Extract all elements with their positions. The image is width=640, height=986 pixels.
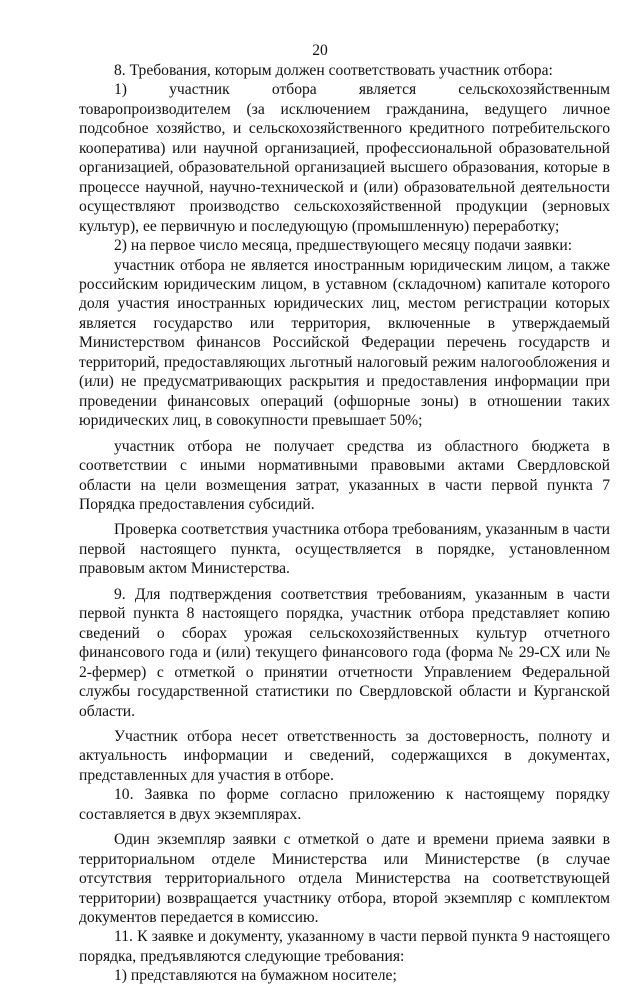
paragraph-8-heading: 8. Требования, которым должен соответствовать участник отбора: <box>114 62 553 79</box>
paragraph-8-item-2: 2) на первое число месяца, предшествующего месяцу подачи заявки: <box>114 237 573 255</box>
page-number: 20 <box>312 42 328 59</box>
paragraph-11: 11. К заявке и документу, указанному в части первой пункта 9 настоящего порядка, предъявляются следующие требования: <box>79 928 610 965</box>
paragraph-10: 10. Заявка по форме согласно приложению к настоящему порядку составляется в двух экземплярах. <box>79 786 610 823</box>
paragraph-9: 9. Для подтверждения соответствия требованиям, указанным в части первой пункта 8 настоящего порядка, участник отбора представляет копию сведений о сборах урожая сельскохозяйственных культур отчетного финансового года и (или) текущего финансового года (форма № 29-СХ или № 2-фермер) с отметкой о принятии отчетности Управлением Федеральной службы государственной статистики по Свердловской области и Курганской области. <box>79 585 610 720</box>
paragraph-11-item-1: 1) представляются на бумажном носителе; <box>114 967 397 985</box>
paragraph-regional-budget: участник отбора не получает средства из областного бюджета в соответствии с иными нормативными правовыми актами Свердловской области на цели возмещения затрат, указанных в части первой пункта 7 Порядка предоставления субсидий. <box>79 437 610 513</box>
paragraph-compliance-check: Проверка соответствия участника отбора требованиям, указанным в части первой настоящего пункта, осуществляется в порядке, установленном правовым актом Министерства. <box>79 521 610 578</box>
paragraph-responsibility: Участник отбора несет ответственность за достоверность, полноту и актуальность информации и сведений, содержащихся в документах, представленных для участия в отборе. <box>79 727 610 784</box>
document-body <box>79 61 610 986</box>
paragraph-8-item-1: 1) участник отбора является сельскохозяйственным товаропроизводителем (за исключением гражданина, ведущего личное подсобное хозяйство, и сельскохозяйственного кредитного потребительского кооператива) или научной организацией, профессиональной образовательной организацией, образовательной организацией высшего образования, которые в процессе научной, научно-технической и (или) образовательной деятельности осуществляют производство сельскохозяйственной продукции (зерновых культур), ее первичную и последующую (промышленную) переработку; <box>79 81 610 235</box>
paragraph-foreign-entity: участник отбора не является иностранным юридическим лицом, а также российским юридическим лицом, в уставном (складочном) капитале которого доля участия иностранных юридических лиц, местом регистрации которых является государство или территория, включенные в утверждаемый Министерством финансов Российской Федерации перечень государств и территорий, предоставляющих льготный налоговый режим налогообложения и (или) не предусматривающих раскрытия и предоставления информации при проведении финансовых операций (офшорные зоны) в отношении таких юридических лиц, в совокупности превышает 50%; <box>79 256 610 430</box>
paragraph-application-copy: Один экземпляр заявки с отметкой о дате и времени приема заявки в территориальном отделе Министерства или Министерстве (в случае отсутствия территориального отдела Министерства на соответствующей территории) возвращается участнику отбора, второй экземпляр с комплектом документов передается в комиссию. <box>79 831 610 927</box>
